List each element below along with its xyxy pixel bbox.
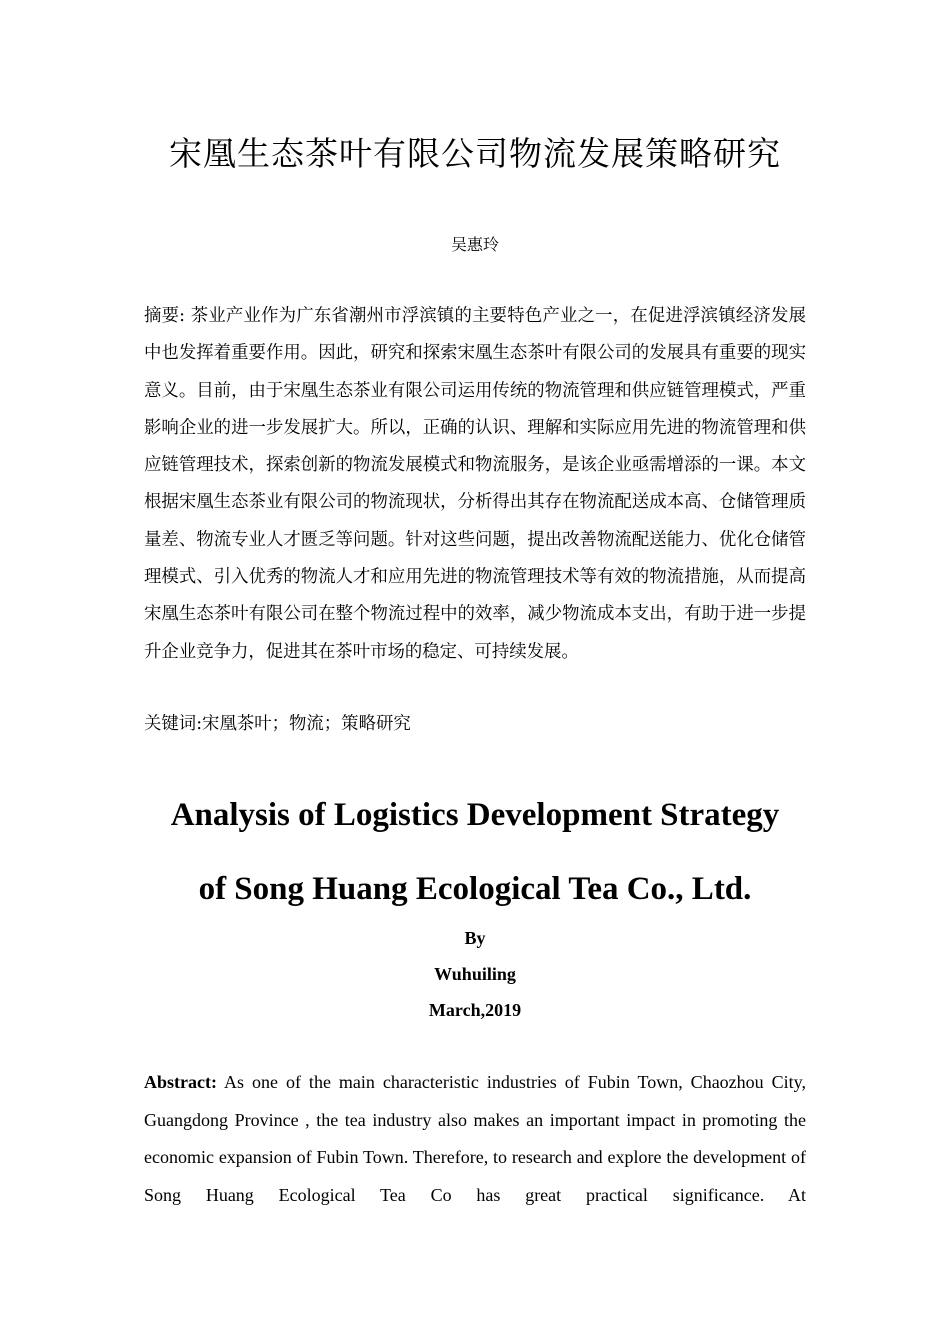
chinese-keywords-label: 关键词	[144, 714, 197, 734]
chinese-title: 宋凰生态茶叶有限公司物流发展策略研究	[169, 134, 781, 173]
chinese-author: 吴惠玲	[450, 235, 499, 254]
english-abstract-text: As one of the main characteristic industries of Fubin Town, Chaozhou City, Guangdong Province , the tea industry also makes an important impact in promoting the economic expansion of Fubin Town. Therefore, to research and explore the development of Song Huang Ecological Tea Co has great practical significance. At	[144, 1072, 806, 1205]
chinese-keywords	[144, 706, 806, 743]
english-date: March,2019	[428, 1000, 522, 1020]
english-abstract-label: Abstract:	[144, 1072, 217, 1092]
chinese-keywords-text: 宋凰茶叶；物流；策略研究	[202, 714, 411, 734]
chinese-abstract-separator: :	[179, 306, 186, 326]
chinese-abstract-text: 茶业产业作为广东省潮州市浮滨镇的主要特色产业之一，在促进浮滨镇经济发展中也发挥着重要作用。因此，研究和探索宋凰生态茶叶有限公司的发展具有重要的现实意义。目前，由于宋凰生态茶业有限公司运用传统的物流管理和供应链管理模式，严重影响企业的进一步发展扩大。所以，正确的认识、理解和实际应用先进的物流管理和供应链管理技术，探索创新的物流发展模式和物流服务，是该企业亟需增添的一课。本文根据宋凰生态茶业有限公司的物流现状，分析得出其存在物流配送成本高、仓储管理质量差、物流专业人才匮乏等问题。针对这些问题，提出改善物流配送能力、优化仓储管理模式、引入优秀的物流人才和应用先进的物流管理技术等有效的物流措施，从而提高宋凰生态茶叶有限公司在整个物流过程中的效率，减少物流成本支出，有助于进一步提升企业竞争力，促进其在茶叶市场的稳定、可持续发展。	[144, 306, 806, 662]
chinese-abstract-label: 摘要	[144, 306, 180, 326]
english-author: Wuhuiling	[434, 964, 516, 984]
chinese-abstract	[144, 298, 806, 671]
english-title	[0, 778, 950, 926]
english-title-line-1: Analysis of Logistics Development Strategy	[170, 797, 780, 833]
english-title-line-2: of Song Huang Ecological Tea Co., Ltd.	[198, 871, 752, 907]
chinese-keywords-separator: :	[196, 714, 203, 734]
english-by: By	[464, 928, 486, 948]
english-abstract	[144, 1064, 806, 1214]
